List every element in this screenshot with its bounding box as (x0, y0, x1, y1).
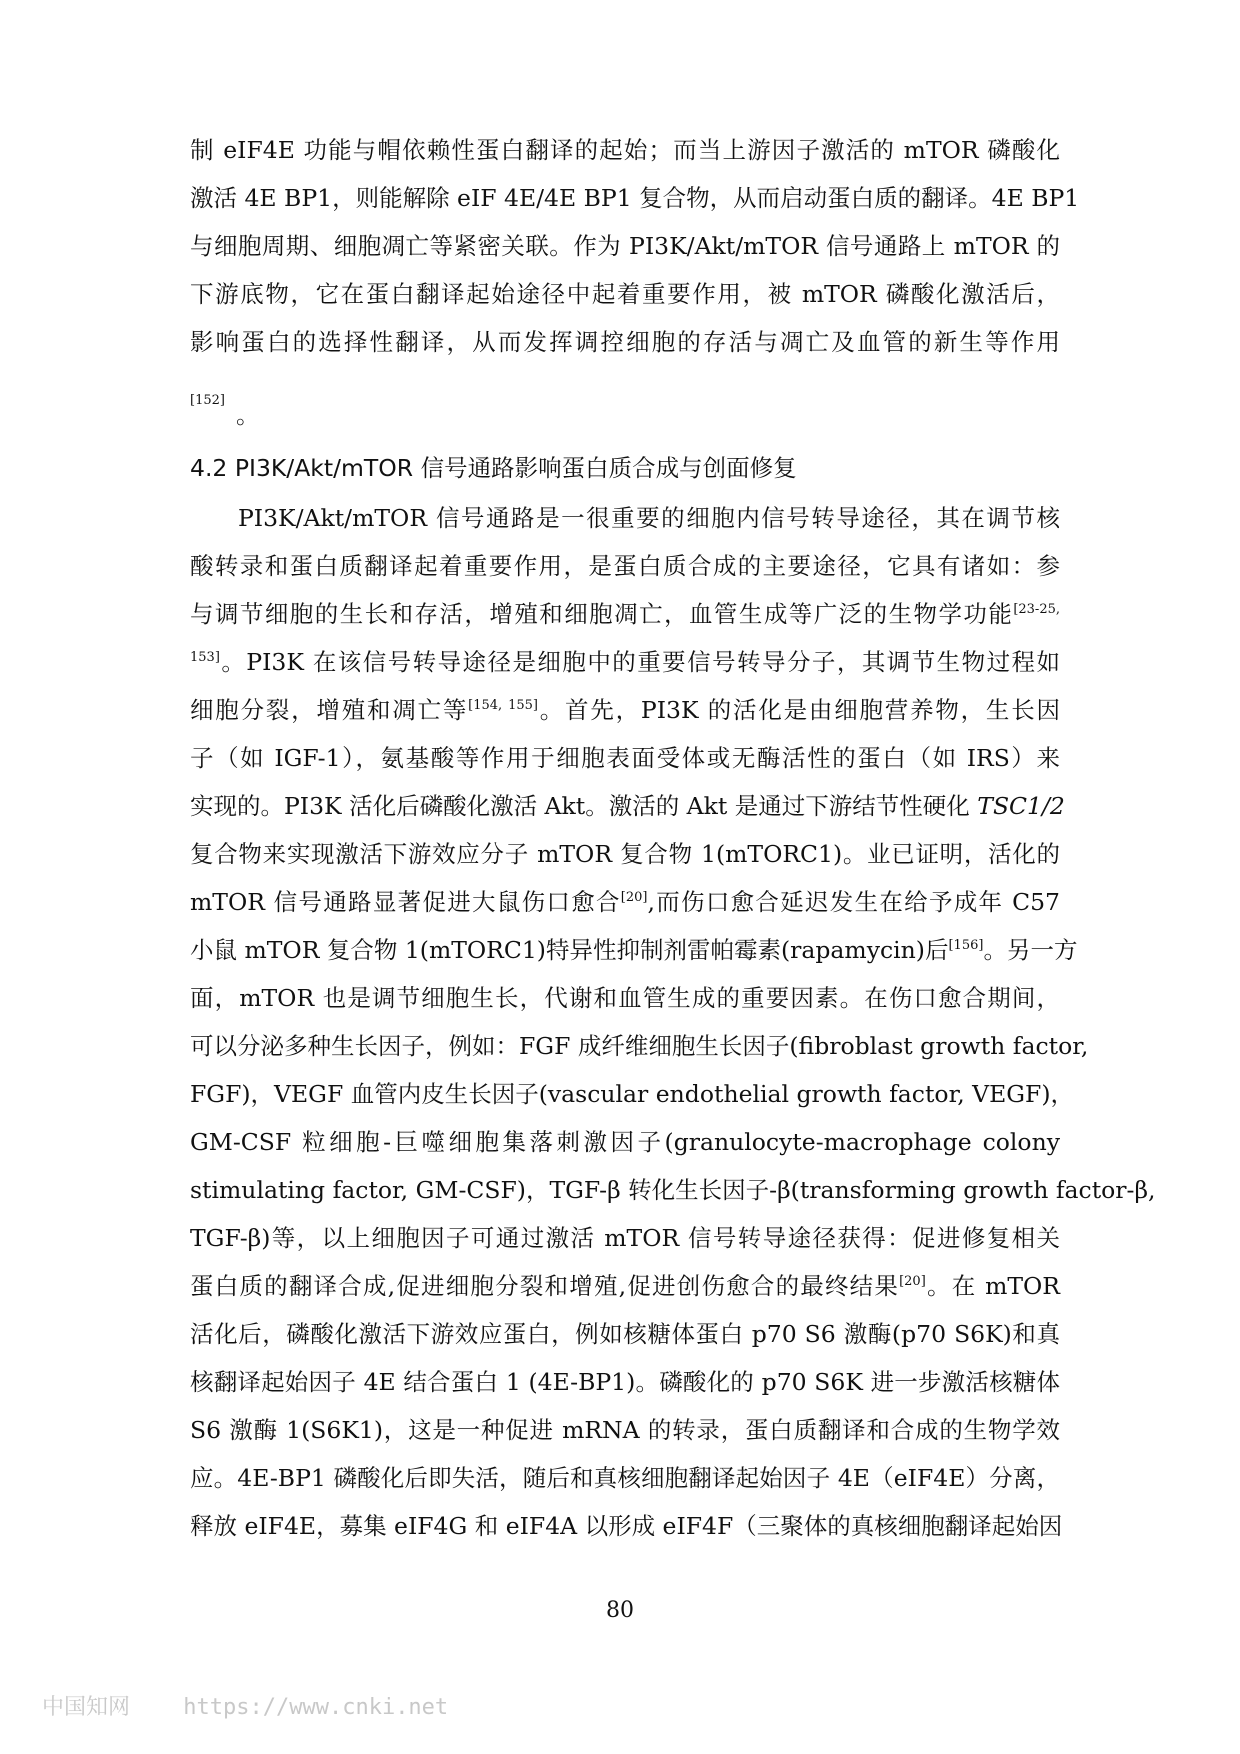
paragraph-line: PI3K/Akt/mTOR 信号通路是一很重要的细胞内信号转导途径，其在调节核 (238, 504, 1060, 532)
cnki-url: https://www.cnki.net (183, 1695, 449, 1720)
text-run: 。在 mTOR (925, 1272, 1060, 1300)
text-run: 。另一方 (983, 936, 1078, 964)
paragraph-line (190, 598, 1060, 630)
paragraph-line: 激活 4E BP1，则能解除 eIF 4E/4E BP1 复合物，从而启动蛋白质的翻译。4E BP1 (190, 184, 1080, 212)
paragraph-line: stimulating factor, GM-CSF)，TGF-β 转化生长因子-β(transforming growth factor-β, (190, 1176, 1156, 1204)
paragraph-line: 核翻译起始因子 4E 结合蛋白 1 (4E-BP1)。磷酸化的 p70 S6K 进一步激活核糖体 (190, 1368, 1060, 1396)
paragraph-line: 可以分泌多种生长因子，例如：FGF 成纤维细胞生长因子(fibroblast growth factor, (190, 1032, 1089, 1060)
text-run: 。PI3K 在该信号转导途径是细胞中的重要信号转导分子，其调节生物过程如 (219, 648, 1060, 676)
text-run: 实现的。PI3K 活化后磷酸化激活 Akt。激活的 Akt 是通过下游结节性硬化 (190, 792, 978, 820)
gene-name: TSC1/2 (977, 792, 1065, 820)
paragraph-line: 活化后，磷酸化激活下游效应蛋白，例如核糖体蛋白 p70 S6 激酶(p70 S6K)和真 (190, 1320, 1060, 1348)
paragraph-line: TGF-β)等，以上细胞因子可通过激活 mTOR 信号转导途径获得：促进修复相关 (190, 1224, 1060, 1252)
paragraph-line (190, 934, 1078, 966)
text-run: mTOR 信号通路显著促进大鼠伤口愈合 (190, 888, 621, 916)
text-run: 。首先，PI3K 的活化是由细胞营养物，生长因 (537, 696, 1060, 724)
paragraph-line (190, 790, 1065, 822)
citation-ref: [156] (948, 938, 984, 953)
citation-ref: [154, 155] (468, 698, 538, 713)
section-heading: 4.2 PI3K/Akt/mTOR 信号通路影响蛋白质合成与创面修复 (190, 454, 797, 482)
paragraph-line: S6 激酶 1(S6K1)，这是一种促进 mRNA 的转录，蛋白质翻译和合成的生物学效 (190, 1416, 1060, 1444)
paragraph-line: FGF)，VEGF 血管内皮生长因子(vascular endothelial growth factor, VEGF)， (190, 1080, 1075, 1108)
text-run: 细胞分裂，增殖和凋亡等 (190, 696, 469, 724)
paragraph-line (190, 694, 1060, 726)
paragraph-line: 面，mTOR 也是调节细胞生长，代谢和血管生成的重要因素。在伤口愈合期间， (190, 984, 1060, 1012)
paragraph-line: 下游底物，它在蛋白翻译起始途径中起着重要作用，被 mTOR 磷酸化激活后， (190, 280, 1060, 308)
text-run: 与调节细胞的生长和存活，增殖和细胞凋亡，血管生成等广泛的生物学功能 (190, 600, 1014, 628)
citation-ref: [20] (620, 890, 648, 905)
paragraph-line: 子（如 IGF-1），氨基酸等作用于细胞表面受体或无酶活性的蛋白（如 IRS）来 (190, 744, 1060, 772)
paragraph-end: 。 (236, 401, 260, 429)
paragraph-line: 制 eIF4E 功能与帽依赖性蛋白翻译的起始；而当上游因子激活的 mTOR 磷酸化 (190, 136, 1060, 164)
text-run: ,而伤口愈合延迟发生在给予成年 C57 (647, 888, 1061, 916)
paragraph-line (190, 886, 1060, 918)
text-run: 小鼠 mTOR 复合物 1(mTORC1)特异性抑制剂雷帕霉素(rapamycin)后 (190, 936, 949, 964)
page-number: 80 (606, 1598, 634, 1623)
paragraph-line: 酸转录和蛋白质翻译起着重要作用，是蛋白质合成的主要途径，它具有诸如：参 (190, 552, 1060, 580)
paragraph-line: 释放 eIF4E，募集 eIF4G 和 eIF4A 以形成 eIF4F（三聚体的真核细胞翻译起始因 (190, 1512, 1063, 1540)
watermark-footer (42, 1690, 488, 1721)
paragraph-line: 与细胞周期、细胞凋亡等紧密关联。作为 PI3K/Akt/mTOR 信号通路上 mTOR 的 (190, 232, 1060, 260)
paragraph-line: GM-CSF 粒细胞-巨噬细胞集落刺激因子(granulocyte-macrophage colony (190, 1128, 1060, 1156)
paragraph-line: 影响蛋白的选择性翻译，从而发挥调控细胞的存活与凋亡及血管的新生等作用 (190, 328, 1060, 356)
citation-ref: 153] (190, 650, 220, 665)
cnki-brand: 中国知网 (42, 1695, 131, 1720)
citation-ref: [152] (190, 393, 225, 408)
paragraph-line (190, 646, 1060, 678)
citation-ref: [23-25, (1013, 602, 1060, 617)
paragraph-line: 应。4E-BP1 磷酸化后即失活，随后和真核细胞翻译起始因子 4E（eIF4E）分离， (190, 1464, 1060, 1492)
citation-ref: [20] (899, 1274, 926, 1289)
text-run: 蛋白质的翻译合成,促进细胞分裂和增殖,促进创伤愈合的最终结果 (190, 1272, 900, 1300)
paragraph-line: 复合物来实现激活下游效应分子 mTOR 复合物 1(mTORC1)。业已证明，活化的 (190, 840, 1060, 868)
paragraph-line (190, 1270, 1060, 1302)
